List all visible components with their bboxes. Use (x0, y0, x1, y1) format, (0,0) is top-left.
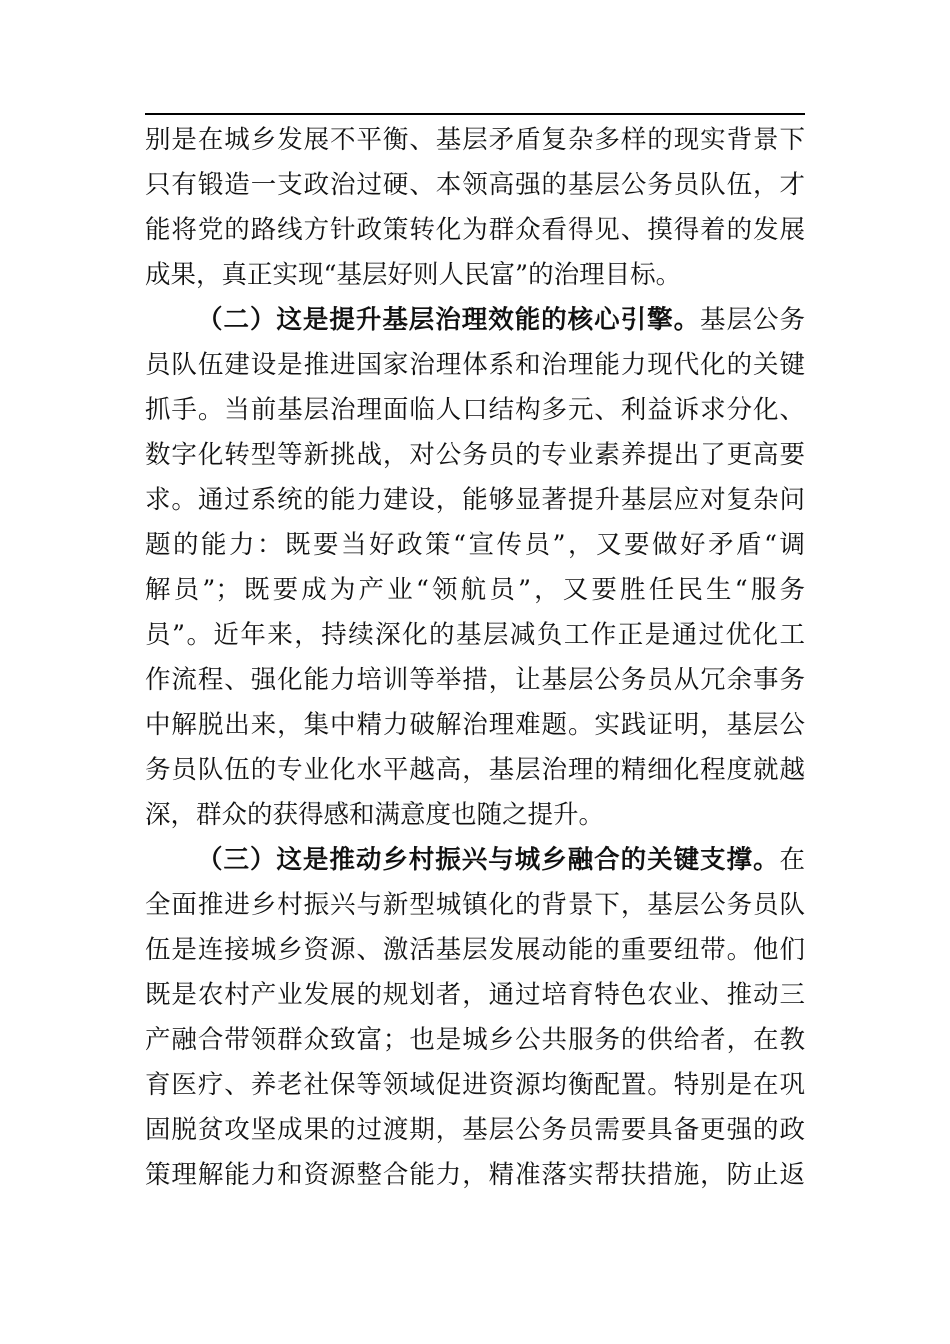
text-line: 求。通过系统的能力建设，能够显著提升基层应对复杂问 (145, 485, 805, 515)
section-heading: （三）这是推动乡村振兴与城乡融合的关键支撑。 (197, 845, 780, 875)
header-rule (145, 113, 805, 115)
text-line-rest: 在 (779, 845, 805, 875)
paragraph-continuation (145, 118, 805, 298)
text-line: 务员队伍的专业化水平越高，基层治理的精细化程度就越 (145, 755, 805, 785)
text-line: 全面推进乡村振兴与新型城镇化的背景下，基层公务员队 (145, 890, 805, 920)
paragraph-section-2 (145, 298, 805, 838)
text-line: 能将党的路线方针政策转化为群众看得见、摸得着的发展 (145, 215, 805, 245)
text-line (145, 298, 805, 343)
text-line: 既是农村产业发展的规划者，通过培育特色农业、推动三 (145, 980, 805, 1010)
text-line: 解员”；既要成为产业“领航员”，又要胜任民生“服务 (145, 575, 805, 605)
text-line (145, 838, 805, 883)
document-body (145, 118, 805, 1198)
text-line: 别是在城乡发展不平衡、基层矛盾复杂多样的现实背景下 (145, 125, 805, 155)
text-line: 员队伍建设是推进国家治理体系和治理能力现代化的关键 (145, 350, 805, 380)
text-line: 题的能力：既要当好政策“宣传员”，又要做好矛盾“调 (145, 530, 805, 560)
text-line: 抓手。当前基层治理面临人口结构多元、利益诉求分化、 (145, 395, 805, 425)
text-line-rest: 基层公务 (700, 305, 805, 335)
text-line: 伍是连接城乡资源、激活基层发展动能的重要纽带。他们 (145, 935, 805, 965)
text-line: 深，群众的获得感和满意度也随之提升。 (145, 800, 605, 830)
text-line: 员”。近年来，持续深化的基层减负工作正是通过优化工 (145, 620, 805, 650)
text-line: 作流程、强化能力培训等举措，让基层公务员从冗余事务 (145, 665, 805, 695)
text-line: 产融合带领群众致富；也是城乡公共服务的供给者，在教 (145, 1025, 805, 1055)
section-heading: （二）这是提升基层治理效能的核心引擎。 (197, 305, 701, 335)
text-line: 中解脱出来，集中精力破解治理难题。实践证明，基层公 (145, 710, 805, 740)
paragraph-section-3 (145, 838, 805, 1198)
text-line: 数字化转型等新挑战，对公务员的专业素养提出了更高要 (145, 440, 805, 470)
text-line: 成果，真正实现“基层好则人民富”的治理目标。 (145, 260, 682, 290)
text-line: 策理解能力和资源整合能力，精准落实帮扶措施，防止返 (145, 1160, 805, 1190)
text-line: 固脱贫攻坚成果的过渡期，基层公务员需要具备更强的政 (145, 1115, 805, 1145)
text-line: 只有锻造一支政治过硬、本领高强的基层公务员队伍，才 (145, 170, 805, 200)
text-line: 育医疗、养老社保等领域促进资源均衡配置。特别是在巩 (145, 1070, 805, 1100)
